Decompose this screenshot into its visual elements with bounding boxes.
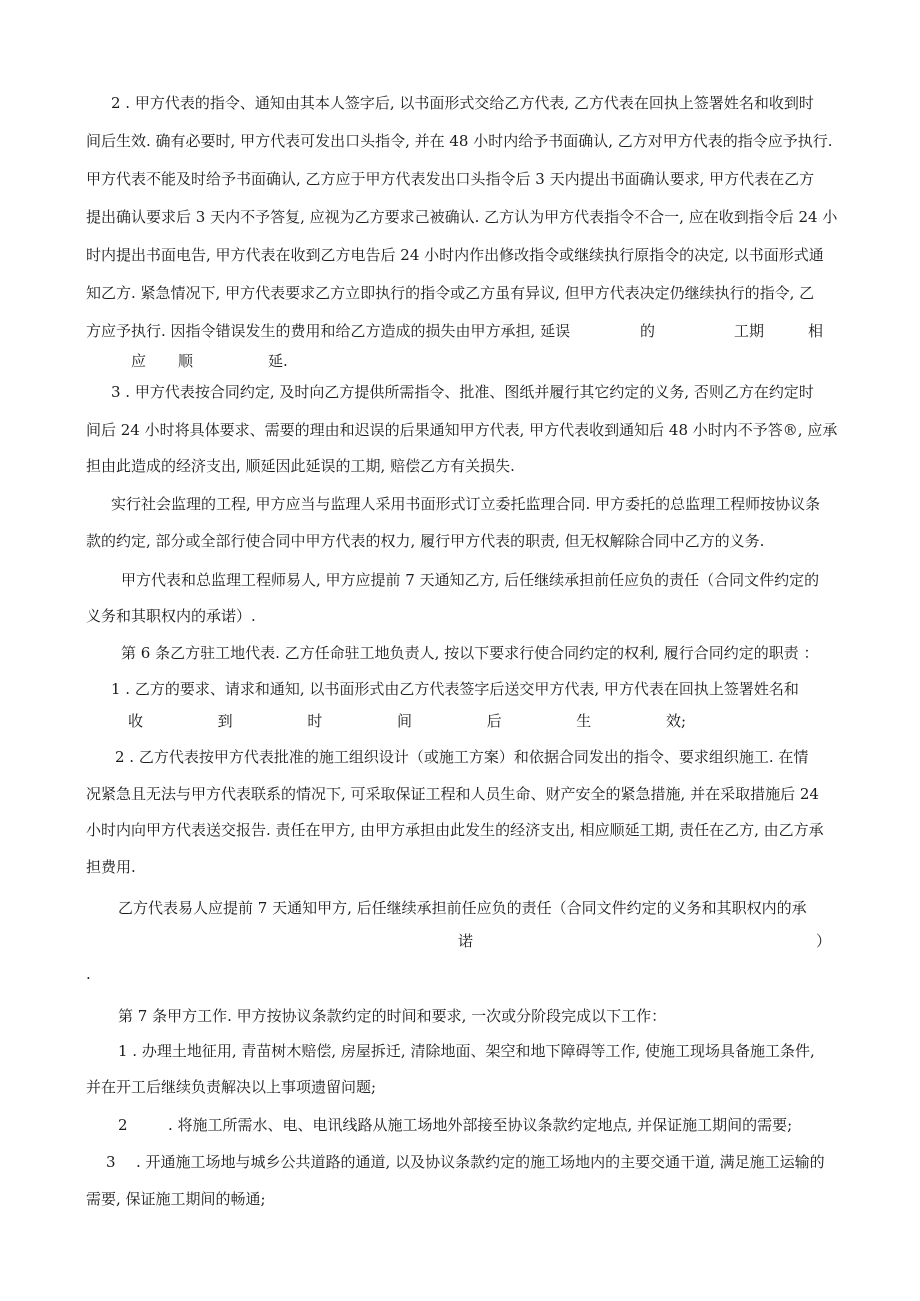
rep-replace-line-2 [86, 922, 846, 960]
article-7-item-1-line-2: 并在开工后继续负责解决以上事项遗留问题; [86, 1078, 377, 1096]
article-6-heading: 第 6 条乙方驻工地代表. 乙方任命驻工地负责人, 按以下要求行使合同约定的权利, 履行合同约定的职责 ： [121, 644, 819, 662]
para-2-line-3: 甲方代表不能及时给予书面确认, 乙方应于甲方代表发出口头指令后 3 天内提出书面确认要求, 甲方代表在乙方 [86, 170, 815, 188]
article-7-item-1-line-1: 1 . 办理土地征用, 青苗树木赔偿, 房屋拆迁, 清除地面、架空和地下障碍等工作, 使施工现场具备施工条件, [118, 1042, 815, 1060]
rep-replace-line-1: 乙方代表易人应提前 7 天通知甲方, 后任继续承担前任应负的责任（合同文件约定的义务和其职权内的承 [118, 899, 807, 917]
para-2-line-8-word-3: 延. [268, 352, 288, 370]
article-7-item-3-line-2: 需要, 保证施工期间的畅通; [86, 1190, 266, 1208]
item-number: 2 [118, 1116, 128, 1134]
article-7-item-3-line-1 [106, 1143, 846, 1181]
replace-owner-line-2: 义务和其职权内的承诺）. [86, 607, 256, 625]
item-text: . 将施工所需水、电、电讯线路从施工场地外部接至协议条款约定地点, 并保证施工期间的需要; [168, 1116, 793, 1134]
spread-char: 效; [665, 712, 686, 730]
article-6-item-1-line-2 [128, 702, 686, 740]
supervision-line-1: 实行社会监理的工程, 甲方应当与监理人采用书面形式订立委托监理合同. 甲方委托的总监理工程师按协议条 [111, 495, 821, 513]
para-2-line-7-word-1: 的 [640, 322, 656, 340]
para-3-line-1: 3 . 甲方代表按合同约定, 及时向乙方提供所需指令、批准、图纸并履行其它约定的义务, 否则乙方在约定时 [111, 383, 814, 401]
para-2-line-7-text: 方应予执行. 因指令错误发生的费用和给乙方造成的损失由甲方承担, 延误 [86, 322, 571, 340]
para-2-line-5: 时内提出书面电告, 甲方代表在收到乙方电告后 24 小时内作出修改指令或继续执行原指令的决定, 以书面形式通 [86, 246, 824, 264]
para-2-line-1: 2 . 甲方代表的指令、通知由其本人签字后, 以书面形式交给乙方代表, 乙方代表在回执上签署姓名和收到时 [111, 94, 814, 112]
para-2-line-8-word-2: 顺 [178, 352, 194, 370]
spread-char: 到 [217, 712, 233, 730]
item-text: . 开通施工场地与城乡公共道路的通道, 以及协议条款约定的施工场地内的主要交通干道, 满足施工运输的 [136, 1153, 825, 1171]
article-6-item-1-line-1: 1 . 乙方的要求、请求和通知, 以书面形式由乙方代表签字后送交甲方代表, 甲方代表在回执上签署姓名和 [111, 680, 799, 698]
para-3-line-3: 担由此造成的经济支出, 顺延因此延误的工期, 赔偿乙方有关损失. [86, 457, 515, 475]
para-2-line-8-word-1: 应 [131, 352, 147, 370]
spread-char: 后 [486, 712, 502, 730]
spread-char: 收 [128, 712, 144, 730]
article-7-item-2 [118, 1106, 846, 1144]
para-3-line-2: 间后 24 小时将具体要求、需要的理由和迟误的后果通知甲方代表, 甲方代表收到通知后 48 小时内不予答®, 应承 [86, 421, 838, 439]
para-2-line-7-word-2: 工期 [734, 322, 765, 340]
article-7-heading: 第 7 条甲方工作. 甲方按协议条款约定的时间和要求, 一次或分阶段完成以下工作： [118, 1007, 667, 1025]
rep-replace-paren: ） [816, 932, 832, 950]
rep-replace-char: 诺 [458, 932, 474, 950]
para-2-line-4: 提出确认要求后 3 天内不予答复, 应视为乙方要求己被确认. 乙方认为甲方代表指令不合一, 应在收到指令后 24 小 [86, 208, 838, 226]
spread-char: 时 [307, 712, 323, 730]
article-6-item-2-line-2: 况紧急且无法与甲方代表联系的情况下, 可采取保证工程和人员生命、财产安全的紧急措施, 并在采取措施后 24 [86, 785, 819, 803]
article-6-item-2-line-1: 2 . 乙方代表按甲方代表批准的施工组织设计（或施工方案）和依据合同发出的指令、要求组织施工. 在情 [115, 748, 809, 766]
item-number: 3 [106, 1153, 116, 1171]
supervision-line-2: 款的约定, 部分或全部行使合同中甲方代表的权力, 履行甲方代表的职责, 但无权解除合同中乙方的义务. [86, 532, 765, 550]
para-2-line-6: 知乙方. 紧急情况下, 甲方代表要求乙方立即执行的指令或乙方虽有异议, 但甲方代表决定仍继续执行的指令, 乙 [86, 284, 815, 302]
replace-owner-line-1: 甲方代表和总监理工程师易人, 甲方应提前 7 天通知乙方, 后任继续承担前任应负的责任（合同文件约定的 [121, 571, 820, 589]
spread-char: 间 [396, 712, 412, 730]
para-2-line-7-word-3: 相 [808, 322, 824, 340]
article-6-item-2-line-4: 担费用. [86, 858, 136, 876]
rep-replace-line-3: . [86, 965, 91, 983]
para-2-line-2: 间后生效. 确有必要时, 甲方代表可发出口头指令, 并在 48 小时内给予书面确认, 乙方对甲方代表的指令应予执行. [86, 132, 833, 150]
spread-char: 生 [576, 712, 592, 730]
article-6-item-2-line-3: 小时内向甲方代表送交报告. 责任在甲方, 由甲方承担由此发生的经济支出, 相应顺延工期, 责任在乙方, 由乙方承 [86, 821, 824, 839]
